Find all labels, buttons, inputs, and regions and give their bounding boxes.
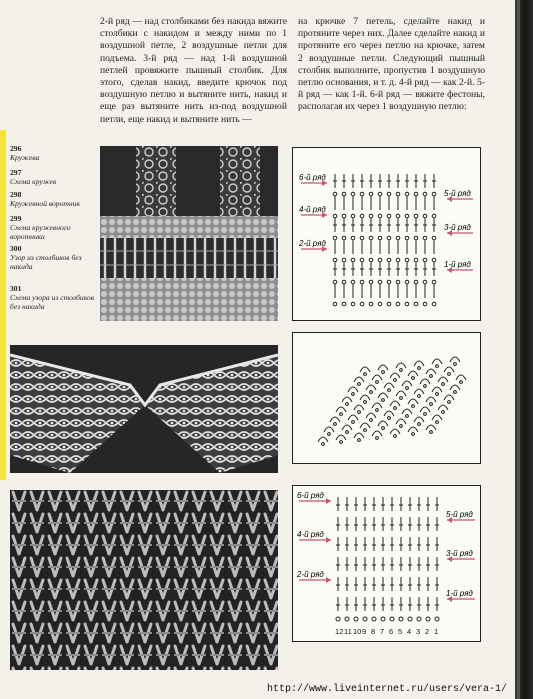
fan-stitch-symbol xyxy=(402,409,412,414)
chain-stitch-symbol xyxy=(382,427,385,430)
fan-stitch-symbol xyxy=(384,383,394,388)
diagram3-row-label-4: 4-й ряд xyxy=(297,530,324,539)
fan-stitch-symbol xyxy=(408,371,418,376)
caption-text: Схема кружевного воротника xyxy=(10,223,71,241)
chain-stitch-symbol xyxy=(369,258,373,262)
chain-stitch-symbol xyxy=(405,302,409,306)
chain-stitch-symbol xyxy=(358,411,361,414)
chain-stitch-symbol xyxy=(345,617,349,621)
collar-photo xyxy=(10,345,278,473)
caption-299 xyxy=(10,214,96,241)
chain-stitch-symbol xyxy=(405,236,409,240)
chain-stitch-symbol xyxy=(390,617,394,621)
chain-stitch-symbol xyxy=(405,280,409,284)
diagram3-stitch-number: 3 xyxy=(416,627,421,636)
fan-stitch-symbol xyxy=(450,385,460,390)
chain-stitch-symbol xyxy=(351,280,355,284)
chain-stitch-symbol xyxy=(442,411,445,414)
fan-stitch-symbol xyxy=(426,369,436,374)
chain-stitch-symbol xyxy=(396,258,400,262)
chain-stitch-symbol xyxy=(364,401,367,404)
chain-stitch-symbol xyxy=(396,302,400,306)
caption-text: Схема кружев xyxy=(10,177,57,186)
fan-stitch-symbol xyxy=(396,363,406,368)
fan-stitch-symbol xyxy=(426,397,436,402)
chain-stitch-symbol xyxy=(360,302,364,306)
diagram3-row-label-6: 6-й ряд xyxy=(297,491,324,500)
chain-stitch-symbol xyxy=(432,192,436,196)
chain-stitch-symbol xyxy=(442,383,445,386)
chain-stitch-symbol xyxy=(333,192,337,196)
chain-stitch-symbol xyxy=(381,617,385,621)
chain-stitch-symbol xyxy=(394,407,397,410)
chain-stitch-symbol xyxy=(376,437,379,440)
diagram3-stitch-number: 6 xyxy=(389,627,394,636)
diagram1-row-label-1: 1-й ряд xyxy=(444,260,471,269)
chain-stitch-symbol xyxy=(396,236,400,240)
chain-stitch-symbol xyxy=(396,280,400,284)
chain-stitch-symbol xyxy=(342,280,346,284)
fan-stitch-symbol xyxy=(342,425,352,430)
chain-stitch-symbol xyxy=(382,371,385,374)
chain-stitch-symbol xyxy=(358,383,361,386)
fan-stitch-symbol xyxy=(366,413,376,418)
chain-stitch-symbol xyxy=(352,421,355,424)
chain-stitch-symbol xyxy=(414,258,418,262)
book-spine-highlight xyxy=(517,0,520,699)
chain-stitch-symbol xyxy=(432,258,436,262)
chain-stitch-symbol xyxy=(387,192,391,196)
chain-stitch-symbol xyxy=(454,363,457,366)
chain-stitch-symbol xyxy=(340,413,343,416)
diagram3-stitch-number: 10 xyxy=(353,627,362,636)
caption-text: Кружева xyxy=(10,153,40,162)
caption-298 xyxy=(10,190,96,208)
fan-stitch-symbol xyxy=(414,417,424,422)
fan-stitch-symbol xyxy=(432,415,442,420)
caption-300 xyxy=(10,244,96,271)
chain-stitch-symbol xyxy=(351,192,355,196)
chain-stitch-symbol xyxy=(333,302,337,306)
chain-stitch-symbol xyxy=(363,617,367,621)
fan-stitch-symbol xyxy=(378,421,388,426)
chain-stitch-symbol xyxy=(378,302,382,306)
text-column-1 xyxy=(100,16,287,126)
chain-stitch-symbol xyxy=(369,302,373,306)
chain-stitch-symbol xyxy=(399,617,403,621)
chain-stitch-symbol xyxy=(342,236,346,240)
chain-stitch-symbol xyxy=(369,236,373,240)
chain-stitch-symbol xyxy=(369,192,373,196)
chain-stitch-symbol xyxy=(378,236,382,240)
diagram1-row-label-3: 3-й ряд xyxy=(444,223,471,232)
diagram1-row-label-2: 2-й ряд xyxy=(299,239,326,248)
chain-stitch-symbol xyxy=(405,192,409,196)
chain-stitch-symbol xyxy=(351,214,355,218)
chain-stitch-symbol xyxy=(351,258,355,262)
chain-stitch-symbol xyxy=(460,381,463,384)
chain-stitch-symbol xyxy=(333,280,337,284)
diagram3-row-label-1: 1-й ряд xyxy=(446,589,473,598)
fan-stitch-symbol xyxy=(372,403,382,408)
chain-stitch-symbol xyxy=(430,403,433,406)
chain-stitch-symbol xyxy=(406,415,409,418)
chain-stitch-symbol xyxy=(322,443,325,446)
chain-stitch-symbol xyxy=(448,401,451,404)
stitch-pattern-diagram xyxy=(292,485,481,642)
diagram1-row-label-5: 5-й ряд xyxy=(444,189,471,198)
chain-stitch-symbol xyxy=(414,280,418,284)
fan-stitch-symbol xyxy=(390,401,400,406)
chain-stitch-symbol xyxy=(436,421,439,424)
fan-stitch-symbol xyxy=(450,357,460,362)
caption-296 xyxy=(10,144,96,162)
fan-stitch-symbol xyxy=(354,433,364,438)
chain-stitch-symbol xyxy=(432,280,436,284)
chain-stitch-symbol xyxy=(400,397,403,400)
fan-stitch-symbol xyxy=(438,405,448,410)
fan-stitch-symbol xyxy=(390,429,400,434)
collar-diagram-graphic xyxy=(293,333,480,463)
chain-stitch-symbol xyxy=(369,214,373,218)
chain-stitch-symbol xyxy=(372,617,376,621)
chain-stitch-symbol xyxy=(346,403,349,406)
chain-stitch-symbol xyxy=(418,395,421,398)
chain-stitch-symbol xyxy=(336,617,340,621)
caption-number: 300 xyxy=(10,244,22,253)
chain-stitch-symbol xyxy=(423,258,427,262)
fan-stitch-symbol xyxy=(426,425,436,430)
fan-stitch-symbol xyxy=(396,391,406,396)
caption-number: 301 xyxy=(10,284,22,293)
chain-stitch-symbol xyxy=(408,617,412,621)
caption-number: 299 xyxy=(10,214,22,223)
caption-number: 296 xyxy=(10,144,22,153)
chain-stitch-symbol xyxy=(328,433,331,436)
fan-stitch-symbol xyxy=(432,387,442,392)
chain-stitch-symbol xyxy=(424,413,427,416)
chain-stitch-symbol xyxy=(333,258,337,262)
fan-stitch-symbol xyxy=(348,415,358,420)
caption-301 xyxy=(10,284,96,311)
caption-text: Узор из столбиков без накида xyxy=(10,253,82,271)
chain-stitch-symbol xyxy=(376,409,379,412)
chain-stitch-symbol xyxy=(346,431,349,434)
stitch-diagram-graphic xyxy=(293,486,480,641)
diagram3-stitch-number: 11 xyxy=(344,627,352,636)
fan-stitch-symbol xyxy=(360,395,370,400)
chain-stitch-symbol xyxy=(394,435,397,438)
fan-stitch-symbol xyxy=(360,423,370,428)
chain-stitch-symbol xyxy=(400,369,403,372)
chain-stitch-symbol xyxy=(423,280,427,284)
chain-stitch-symbol xyxy=(394,379,397,382)
chain-stitch-symbol xyxy=(430,431,433,434)
fan-stitch-symbol xyxy=(348,387,358,392)
chain-stitch-symbol xyxy=(448,373,451,376)
chain-stitch-symbol xyxy=(378,280,382,284)
chain-stitch-symbol xyxy=(412,405,415,408)
chain-stitch-symbol xyxy=(396,214,400,218)
chain-stitch-symbol xyxy=(364,373,367,376)
fan-stitch-symbol xyxy=(408,399,418,404)
chain-stitch-symbol xyxy=(333,214,337,218)
chain-stitch-symbol xyxy=(432,214,436,218)
chain-stitch-symbol xyxy=(364,429,367,432)
chain-stitch-symbol xyxy=(436,365,439,368)
lace-photo xyxy=(100,146,278,321)
chain-stitch-symbol xyxy=(333,236,337,240)
chain-stitch-symbol xyxy=(405,258,409,262)
caption-297 xyxy=(10,168,96,186)
diagram3-stitch-number: 2 xyxy=(425,627,430,636)
chain-stitch-symbol xyxy=(378,192,382,196)
text-column-2-paragraph: на крючке 7 петель, сделайте накид и протяните через них. Далее сделайте накид и протяните его через петлю на крючке, затем 2 воздушные петли. Следующий пышный столбик выполните, пропустив 1 воздушную петлю основания, и т. д. 4-й ряд — как 2-й. 5-й ряд — как 1-й. 6-й ряд — вяжите фестоны, располагая их через 1 воздушную петлю: xyxy=(298,16,485,113)
chain-stitch-symbol xyxy=(414,214,418,218)
chain-stitch-symbol xyxy=(378,258,382,262)
text-column-2 xyxy=(298,16,485,114)
diagram3-row-label-3: 3-й ряд xyxy=(446,549,473,558)
fan-stitch-symbol xyxy=(420,379,430,384)
diagram3-stitch-number: 7 xyxy=(380,627,385,636)
chain-stitch-symbol xyxy=(382,399,385,402)
chain-stitch-symbol xyxy=(426,617,430,621)
fan-stitch-symbol xyxy=(354,377,364,382)
caption-text: Кружевной воротник xyxy=(10,199,80,208)
fan-stitch-symbol xyxy=(390,373,400,378)
diagram3-row-arrow-head xyxy=(326,498,331,504)
chain-stitch-symbol xyxy=(418,367,421,370)
fan-stitch-symbol xyxy=(342,397,352,402)
fan-stitch-symbol xyxy=(372,431,382,436)
chain-stitch-symbol xyxy=(351,302,355,306)
collar-diagram xyxy=(292,332,481,464)
chain-stitch-symbol xyxy=(360,236,364,240)
chain-stitch-symbol xyxy=(423,302,427,306)
chain-stitch-symbol xyxy=(376,381,379,384)
caption-number: 297 xyxy=(10,168,22,177)
chain-stitch-symbol xyxy=(412,433,415,436)
chain-stitch-symbol xyxy=(423,214,427,218)
chain-stitch-symbol xyxy=(424,385,427,388)
chain-stitch-symbol xyxy=(417,617,421,621)
chain-stitch-symbol xyxy=(388,417,391,420)
chain-stitch-symbol xyxy=(370,391,373,394)
chain-stitch-symbol xyxy=(405,214,409,218)
chain-stitch-symbol xyxy=(360,192,364,196)
chain-stitch-symbol xyxy=(414,192,418,196)
chain-stitch-symbol xyxy=(414,302,418,306)
chain-stitch-symbol xyxy=(387,236,391,240)
chain-stitch-symbol xyxy=(358,439,361,442)
diagram3-stitch-number: 12 xyxy=(335,627,344,636)
chain-stitch-symbol xyxy=(454,391,457,394)
chain-stitch-symbol xyxy=(436,393,439,396)
lace-diagram xyxy=(292,147,481,321)
fan-stitch-symbol xyxy=(378,393,388,398)
chain-stitch-symbol xyxy=(387,258,391,262)
chain-stitch-symbol xyxy=(334,423,337,426)
chain-stitch-symbol xyxy=(432,302,436,306)
diagram3-row-label-2: 2-й ряд xyxy=(297,570,324,579)
diagram3-row-label-5: 5-й ряд xyxy=(446,510,473,519)
chain-stitch-symbol xyxy=(412,377,415,380)
fan-stitch-symbol xyxy=(420,407,430,412)
chain-stitch-symbol xyxy=(342,302,346,306)
fan-stitch-symbol xyxy=(456,375,466,380)
chain-stitch-symbol xyxy=(435,617,439,621)
chain-stitch-symbol xyxy=(370,419,373,422)
chain-stitch-symbol xyxy=(342,214,346,218)
chain-stitch-symbol xyxy=(387,280,391,284)
chain-stitch-symbol xyxy=(396,192,400,196)
caption-number: 298 xyxy=(10,190,22,199)
fan-stitch-symbol xyxy=(444,395,454,400)
fan-stitch-symbol xyxy=(408,427,418,432)
chain-stitch-symbol xyxy=(351,236,355,240)
chain-stitch-symbol xyxy=(414,236,418,240)
chain-stitch-symbol xyxy=(352,393,355,396)
fan-stitch-symbol xyxy=(360,367,370,372)
fan-stitch-symbol xyxy=(444,367,454,372)
chain-stitch-symbol xyxy=(406,387,409,390)
fan-stitch-symbol xyxy=(336,407,346,412)
diagram3-stitch-number: 1 xyxy=(434,627,439,636)
lace-diagram-graphic xyxy=(293,148,480,320)
fan-stitch-symbol xyxy=(432,359,442,364)
fan-stitch-symbol xyxy=(414,389,424,394)
fan-stitch-symbol xyxy=(414,361,424,366)
diagram3-row-arrow-head xyxy=(326,577,331,583)
stitch-pattern-photo xyxy=(10,490,278,670)
chain-stitch-symbol xyxy=(387,302,391,306)
chain-stitch-symbol xyxy=(423,192,427,196)
text-column-1-paragraph: 2-й ряд — над столбиками без накида вяжите столбики с накидом и между ними по 1 воздушной петле, 2 воздушные петли для подъема. 3-й ряд — над 1-й воздушной петлей провяжите пышный столбик. Для этого, сделав накид, введите крючок под воздушную петлю и вытяните нить, накид и еще раз вытяните нить из-под воздушной петли, еще накид и вытяните нить — xyxy=(100,16,287,125)
chain-stitch-symbol xyxy=(430,375,433,378)
yellow-edge-bar xyxy=(0,130,6,480)
diagram1-row-label-4: 4-й ряд xyxy=(299,205,326,214)
diagram3-row-arrow-head xyxy=(326,537,331,543)
chain-stitch-symbol xyxy=(423,236,427,240)
chain-stitch-symbol xyxy=(340,441,343,444)
chain-stitch-symbol xyxy=(432,236,436,240)
fan-stitch-symbol xyxy=(354,405,364,410)
chain-stitch-symbol xyxy=(342,258,346,262)
fan-stitch-symbol xyxy=(384,411,394,416)
diagram3-stitch-number: 9 xyxy=(362,627,367,636)
chain-stitch-symbol xyxy=(400,425,403,428)
fan-stitch-symbol xyxy=(378,365,388,370)
chain-stitch-symbol xyxy=(360,280,364,284)
fan-stitch-symbol xyxy=(366,385,376,390)
fan-stitch-symbol xyxy=(372,375,382,380)
chain-stitch-symbol xyxy=(354,617,358,621)
fan-stitch-symbol xyxy=(396,419,406,424)
chain-stitch-symbol xyxy=(418,423,421,426)
fan-stitch-symbol xyxy=(318,437,328,442)
chain-stitch-symbol xyxy=(360,258,364,262)
fan-stitch-symbol xyxy=(402,381,412,386)
fan-stitch-symbol xyxy=(336,435,346,440)
chain-stitch-symbol xyxy=(378,214,382,218)
chain-stitch-symbol xyxy=(369,280,373,284)
chain-stitch-symbol xyxy=(360,214,364,218)
diagram3-stitch-number: 4 xyxy=(407,627,412,636)
chain-stitch-symbol xyxy=(342,192,346,196)
chain-stitch-symbol xyxy=(388,389,391,392)
chain-stitch-symbol xyxy=(387,214,391,218)
diagram3-stitch-number: 5 xyxy=(398,627,403,636)
fan-stitch-symbol xyxy=(330,417,340,422)
source-url: http://www.liveinternet.ru/users/vera-1/ xyxy=(266,684,507,695)
fan-stitch-symbol xyxy=(438,377,448,382)
diagram3-stitch-number: 8 xyxy=(371,627,376,636)
fan-stitch-symbol xyxy=(324,427,334,432)
diagram1-row-label-6: 6-й ряд xyxy=(299,173,326,182)
caption-text: Схема узора из столбиков без накида xyxy=(10,293,95,311)
